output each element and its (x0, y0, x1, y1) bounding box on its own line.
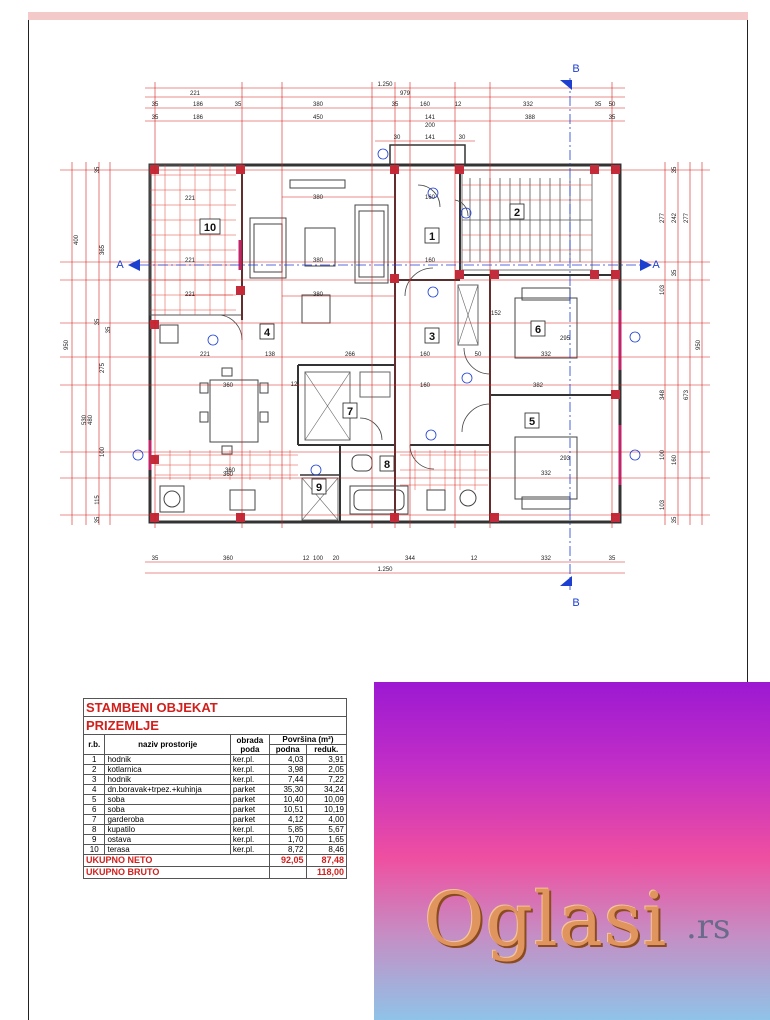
dim-right: 103 (660, 499, 666, 511)
cell-gross: 35,30 (269, 785, 306, 795)
cell-gross: 5,85 (269, 825, 306, 835)
table-title: STAMBENI OBJEKAT (84, 699, 347, 717)
cell-floor: parket (230, 785, 269, 795)
dim-interior: 221 (199, 352, 211, 358)
dim-interior: 380 (312, 292, 324, 298)
cell-gross: 3,98 (269, 765, 306, 775)
dim-interior: 50 (474, 352, 482, 358)
table-row (84, 825, 347, 835)
dim-bottom-row1: 20 (332, 556, 340, 562)
dim-interior: 382 (532, 383, 544, 389)
room-number-labels (200, 204, 545, 494)
dim-interior: 380 (312, 258, 324, 264)
dim-stair: 200 (424, 123, 436, 129)
cell-floor: ker.pl. (230, 755, 269, 765)
dim-left: 530 (82, 414, 88, 426)
dim-right: 277 (684, 212, 690, 224)
cell-name: soba (105, 805, 230, 815)
cell-name: kupatilo (105, 825, 230, 835)
dim-right: 348 (660, 389, 666, 401)
dim-bottom-row1: 35 (151, 556, 159, 562)
dim-top-row1: 979 (399, 91, 411, 97)
dim-bottom-row1: 12 (470, 556, 478, 562)
cell-rb: 4 (84, 785, 105, 795)
header-name: naziv prostorije (105, 735, 230, 755)
dim-top-row2: 380 (312, 102, 324, 108)
dim-bottom-row1: 35 (608, 556, 616, 562)
cell-name: soba (105, 795, 230, 805)
dim-stair: 30 (393, 135, 401, 141)
dim-interior: 160 (424, 195, 436, 201)
dim-left: 100 (100, 446, 106, 458)
cell-net: 34,24 (306, 785, 346, 795)
dim-interior: 138 (264, 352, 276, 358)
dim-bottom-row1: 344 (404, 556, 416, 562)
section-label: B (572, 597, 580, 609)
dim-top-row2: 35 (391, 102, 399, 108)
cell-gross: 10,40 (269, 795, 306, 805)
dim-left: 480 (88, 414, 94, 426)
cell-net: 7,22 (306, 775, 346, 785)
dim-top-row3: 388 (524, 115, 536, 121)
total-net-gross: 92,05 (269, 855, 306, 867)
table-row (84, 835, 347, 845)
dim-interior: 152 (490, 311, 502, 317)
dim-right: 950 (696, 339, 702, 351)
header-rb: r.b. (84, 735, 105, 755)
cell-net: 10,09 (306, 795, 346, 805)
dim-right: 35 (672, 269, 678, 277)
room-number: 4 (263, 327, 271, 339)
dim-top-row2: 332 (522, 102, 534, 108)
cell-rb: 10 (84, 845, 105, 855)
cell-gross: 7,44 (269, 775, 306, 785)
dim-left: 35 (95, 516, 101, 524)
total-net-label: UKUPNO NETO (84, 855, 270, 867)
dim-top-row2: 35 (234, 102, 242, 108)
dim-top-row2: 160 (419, 102, 431, 108)
total-net-net: 87,48 (306, 855, 346, 867)
dim-interior: 293 (559, 456, 571, 462)
dim-top-row2: 186 (192, 102, 204, 108)
room-number: 5 (528, 416, 536, 428)
dim-bottom-total: 1.250 (377, 567, 393, 573)
dim-interior: 12 (290, 382, 298, 388)
cell-name: ostava (105, 835, 230, 845)
cell-name: garderoba (105, 815, 230, 825)
dim-top-row2: 35 (594, 102, 602, 108)
table-row (84, 785, 347, 795)
cell-net: 1,65 (306, 835, 346, 845)
room-number: 6 (534, 324, 542, 336)
cell-rb: 2 (84, 765, 105, 775)
dim-right: 35 (672, 166, 678, 174)
dim-right: 35 (672, 516, 678, 524)
room-number: 9 (315, 482, 323, 494)
table-row (84, 845, 347, 855)
table-row (84, 795, 347, 805)
section-label: A (652, 259, 660, 271)
dim-left: 275 (100, 362, 106, 374)
table-row (84, 805, 347, 815)
cell-net: 5,67 (306, 825, 346, 835)
dim-right: 103 (660, 284, 666, 296)
dim-left: 365 (100, 244, 106, 256)
cell-floor: parket (230, 795, 269, 805)
dim-right: 160 (672, 454, 678, 466)
cell-name: hodnik (105, 775, 230, 785)
advertisement-panel (374, 682, 770, 1020)
cell-floor: ker.pl. (230, 845, 269, 855)
dim-interior: 295 (559, 336, 571, 342)
cell-floor: ker.pl. (230, 835, 269, 845)
cell-gross: 8,72 (269, 845, 306, 855)
installation-symbols (133, 149, 640, 475)
dim-top-row2: 35 (151, 102, 159, 108)
dim-interior: 160 (424, 258, 436, 264)
cell-net: 4,00 (306, 815, 346, 825)
cell-floor: ker.pl. (230, 775, 269, 785)
cell-rb: 9 (84, 835, 105, 845)
table-body (84, 755, 347, 855)
header-gross: podna (269, 745, 306, 755)
oglasi-logo (424, 877, 754, 967)
cell-net: 2,05 (306, 765, 346, 775)
dim-left: 35 (95, 318, 101, 326)
section-label: B (572, 63, 580, 75)
dim-interior: 221 (184, 292, 196, 298)
dim-bottom-row1: 332 (540, 556, 552, 562)
dim-right: 673 (684, 389, 690, 401)
dim-interior: 332 (540, 352, 552, 358)
cell-gross: 4,03 (269, 755, 306, 765)
dim-top-row3: 186 (192, 115, 204, 121)
dim-top-row3: 450 (312, 115, 324, 121)
cell-rb: 1 (84, 755, 105, 765)
dim-bottom-row1: 100 (312, 556, 324, 562)
room-area-table (83, 698, 347, 879)
dim-top-row2: 50 (608, 102, 616, 108)
cell-net: 3,91 (306, 755, 346, 765)
table-row (84, 815, 347, 825)
table-subtitle: PRIZEMLJE (84, 717, 347, 735)
cell-floor: parket (230, 815, 269, 825)
cell-rb: 5 (84, 795, 105, 805)
cell-gross: 1,70 (269, 835, 306, 845)
dim-interior: 332 (540, 471, 552, 477)
cell-net: 8,46 (306, 845, 346, 855)
dim-top-row3: 35 (608, 115, 616, 121)
header-net: reduk. (306, 745, 346, 755)
cell-name: terasa (105, 845, 230, 855)
header-floor: obrada poda (230, 735, 269, 755)
dim-bottom-row1: 360 (222, 556, 234, 562)
dim-left: 115 (95, 495, 101, 505)
dim-left: 400 (74, 234, 80, 246)
logo-suffix: .rs (686, 907, 731, 947)
dim-interior: 380 (312, 195, 324, 201)
table-row (84, 775, 347, 785)
dim-interior: 266 (344, 352, 356, 358)
dim-interior: 160 (419, 352, 431, 358)
cell-name: dn.boravak+trpez.+kuhinja (105, 785, 230, 795)
dim-left: 950 (64, 339, 70, 351)
room-number: 8 (383, 459, 391, 471)
dim-interior: 360 (222, 472, 234, 478)
dim-interior: 360 (222, 383, 234, 389)
cell-rb: 3 (84, 775, 105, 785)
total-gross-label: UKUPNO BRUTO (84, 867, 270, 879)
dim-right: 277 (660, 212, 666, 224)
cell-name: kotlarnica (105, 765, 230, 775)
dim-top-row1: 221 (189, 91, 201, 97)
dim-interior: 360 (224, 468, 236, 474)
logo-text: Oglasi (424, 877, 668, 963)
dim-right: 242 (672, 212, 678, 224)
dim-top-total: 1.250 (377, 82, 393, 88)
dim-stair: 30 (458, 135, 466, 141)
cell-name: hodnik (105, 755, 230, 765)
cell-net: 10,19 (306, 805, 346, 815)
section-label: A (116, 259, 124, 271)
table-row (84, 765, 347, 775)
dim-left: 35 (106, 326, 112, 334)
dim-interior: 160 (419, 383, 431, 389)
dim-stair: 141 (424, 135, 436, 141)
dim-interior: 221 (184, 258, 196, 264)
room-number: 10 (203, 222, 217, 234)
room-number: 1 (428, 231, 436, 243)
header-area: Površina (m²) (269, 735, 346, 745)
dim-top-row3: 141 (424, 115, 436, 121)
dim-left: 35 (95, 166, 101, 174)
room-number: 2 (513, 207, 521, 219)
cell-floor: parket (230, 805, 269, 815)
room-number: 7 (346, 406, 354, 418)
cell-rb: 6 (84, 805, 105, 815)
cell-gross: 10,51 (269, 805, 306, 815)
table-row (84, 755, 347, 765)
dim-top-row2: 12 (454, 102, 462, 108)
cell-floor: ker.pl. (230, 825, 269, 835)
dim-top-row3: 35 (151, 115, 159, 121)
section-labels (116, 63, 660, 609)
cell-rb: 8 (84, 825, 105, 835)
dim-bottom-row1: 12 (302, 556, 310, 562)
dim-right: 100 (660, 449, 666, 461)
room-number: 3 (428, 331, 436, 343)
dim-interior: 221 (184, 196, 196, 202)
cell-gross: 4,12 (269, 815, 306, 825)
total-gross-value: 118,00 (306, 867, 346, 879)
cell-rb: 7 (84, 815, 105, 825)
cell-floor: ker.pl. (230, 765, 269, 775)
